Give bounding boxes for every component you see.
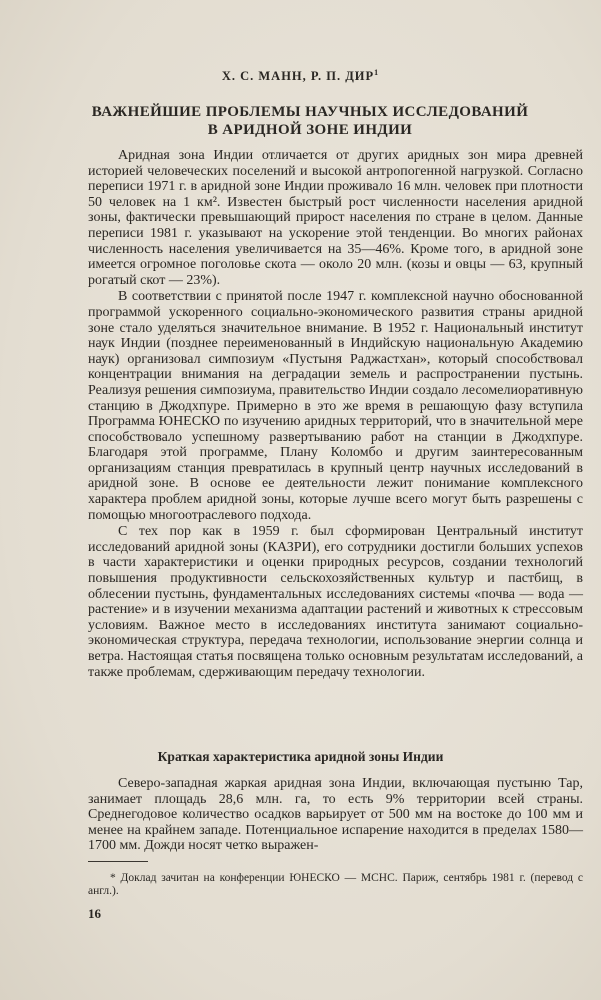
authors-names: Х. С. МАНН, Р. П. ДИР (221, 69, 375, 84)
authors-footnote-mark: 1 (374, 68, 380, 77)
title-line-1: ВАЖНЕЙШИЕ ПРОБЛЕМЫ НАУЧНЫХ ИССЛЕДОВАНИЙ (91, 104, 529, 120)
footnote-text: * Доклад зачитан на конференции ЮНЕСКО — МСНС. Париж, сентябрь 1981 г. (перевод с англ.). (88, 872, 583, 897)
footnote (88, 872, 583, 898)
section-paragraph: Северо-западная жаркая аридная зона Индии, включающая пустыню Тар, занимает площадь 28,6 млн. га, то есть 9% территории всей страны. Среднегодовое количество осадков варьирует от 500 мм на востоке до 100 мм и менее на крайнем западе. Потенциальное испарение находится в пределах 1580—1700 мм. Дожди носят четко выражен- (88, 776, 583, 854)
section-heading: Краткая характеристика аридной зоны Индии (157, 749, 444, 764)
page-number: 16 (88, 906, 101, 921)
footnote-divider (88, 861, 148, 862)
article-body (88, 148, 583, 681)
section-body (88, 776, 583, 854)
paragraph-3: С тех пор как в 1959 г. был сформирован Центральный институт исследований аридной зоны (КАЗРИ), его сотрудники достигли больших успехов в части характеристики и оценки природных ресурсов, создании технологий повышения продуктивности сельскохозяйственных культур и пастбищ, в облесении пустынь, фундаментальных исследованиях системы «почва — вода — растение» и в изучении механизма адаптации растений и животных к стрессовым условиям. Важное место в исследованиях института занимают социально-экономическая структура, передача технологии, использование энергии солнца и ветра. Настоящая статья посвящена только основным результатам исследований, а также проблемам, сдерживающим передачу технологии. (88, 524, 583, 680)
article-title (60, 103, 560, 139)
paragraph-2: В соответствии с принятой после 1947 г. комплексной научно обоснованной программой ускоренного социально-экономического развития страны аридной зоне стало уделяться значительное внимание. В 1952 г. Национальный институт наук Индии (позднее переименованный в Индийскую национальную Академию наук) организовал симпозиум «Пустыня Раджастхан», который способствовал концентрации внимания на деградации земель и распространении пустынь. Реализуя решения симпозиума, правительство Индии создало лесомелиоративную станцию в Джодхпуре. Примерно в это же время в решающую фазу вступила Программа ЮНЕСКО по изучению аридных территорий, что в значительной мере способствовало успешному развертыванию работ на станции в Джодхпуре. Благодаря этой программе, Плану Коломбо и другим заинтересованным организациям станция превратилась в крупный центр научных исследований в аридной зоне. В основе ее деятельности лежит понимание комплексного характера проблем аридной зоны, которые лучше всего могут быть разрешены с помощью многоотраслевого подхода. (88, 289, 583, 523)
authors-line (0, 68, 601, 84)
title-line-2: В АРИДНОЙ ЗОНЕ ИНДИИ (207, 122, 413, 138)
paragraph-1: Аридная зона Индии отличается от других аридных зон мира древней историей человеческих поселений и высокой антропогенной нагрузкой. Согласно переписи 1971 г. в аридной зоне Индии проживало 16 млн. человек при плотности 50 человек на 1 км². Известен быстрый рост численности населения аридной зоны, фактически превышающий прирост населения по стране в целом. Данные переписи 1981 г. указывают на ускорение этой тенденции. Во многих районах численность населения увеличивается на 35—46%. Кроме того, в аридной зоне имеется огромное поголовье скота — около 20 млн. (козы и овцы — 63, крупный рогатый скот — 23%). (88, 148, 583, 288)
